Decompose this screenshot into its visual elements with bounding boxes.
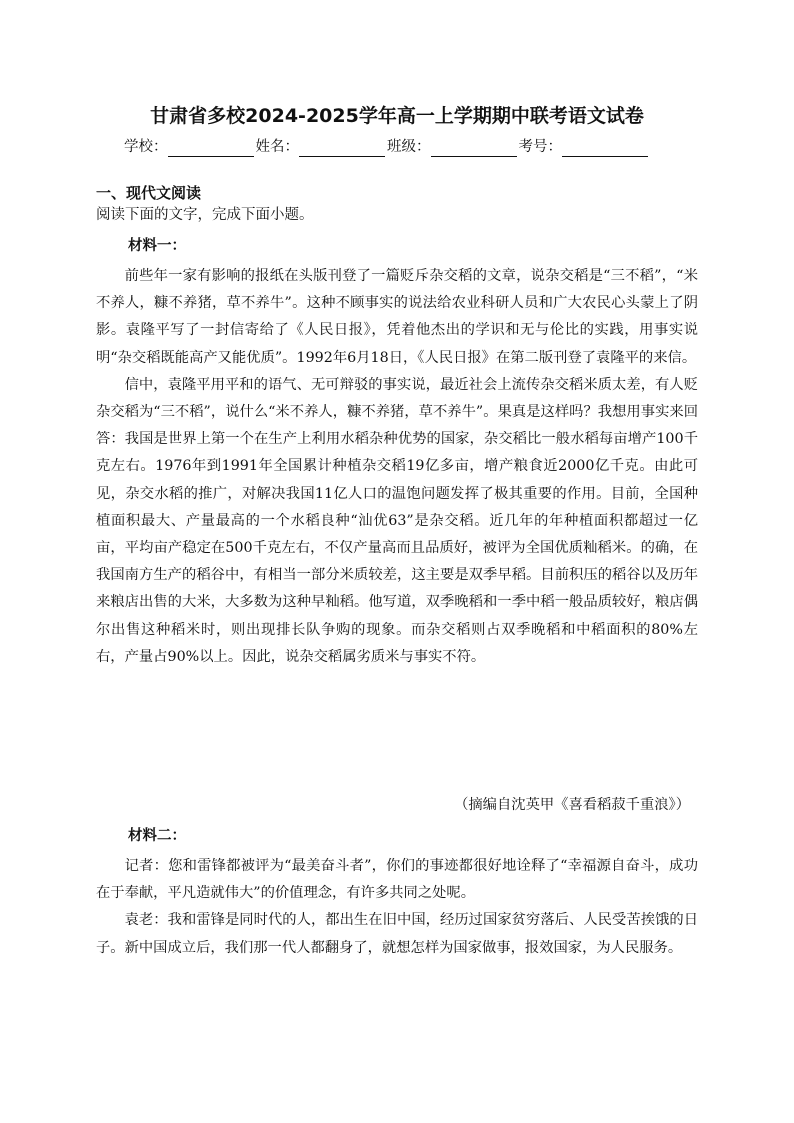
interview-question: 记者：您和雷锋都被评为“最美奋斗者”，你们的事迹都很好地诠释了“幸福源自奋斗，成功在于奉献，平凡造就伟大”的价值理念，有许多共同之处呢。 (96, 858, 698, 902)
document-title: 甘肃省多校2024-2025学年高一上学期期中联考语文试卷 (150, 105, 644, 127)
section-heading: 一、现代文阅读 (96, 184, 202, 202)
material-2-body (96, 853, 698, 962)
school-label: 学校： (124, 139, 168, 155)
material-1-paragraph-1: 前些年一家有影响的报纸在头版刊登了一篇贬斥杂交稻的文章，说杂交稻是“三不稻”，“米不养人，糠不养猪，草不养牛”。这种不顾事实的说法给农业科研人员和广大农民心头蒙上了阴影。袁隆平写了一封信寄给了《人民日报》，凭着他杰出的学识和无与伦比的实践，用事实说明“杂交稻既能高产又能优质”。1992年6月18日，《人民日报》在第二版刊登了袁隆平的来信。 (96, 268, 698, 366)
name-label: 姓名： (255, 139, 299, 155)
name-blank (299, 140, 385, 157)
class-blank (431, 140, 517, 157)
material-1-paragraph-2: 信中，袁隆平用平和的语气、无可辩驳的事实说，最近社会上流传杂交稻米质太差，有人贬杂交稻为“三不稻”，说什么“米不养人，糠不养猪，草不养牛”。果真是这样吗？我想用事实来回答：我国是世界上第一个在生产上利用水稻杂种优势的国家，杂交稻比一般水稻每亩增产100千克左右。1976年到1991年全国累计种植杂交稻19亿多亩，增产粮食近2000亿千克。由此可见，杂交水稻的推广，对解决我国11亿人口的温饱问题发挥了极其重要的作用。目前，全国种植面积最大、产量最高的一个水稻良种“汕优63”是杂交稻。近几年的年种植面积都超过一亿亩，平均亩产稳定在500千克左右，不仅产量高而且品质好，被评为全国优质籼稻米。的确，在我国南方生产的稻谷中，有相当一部分米质较差，这主要是双季早稻。目前积压的稻谷以及历年来粮店出售的大米，大多数为这种早籼稻。他写道，双季晚稻和一季中稻一般品质较好，粮店偶尔出售这种稻米时，则出现排长队争购的现象。而杂交稻则占双季晚稻和中稻面积的80%左右，产量占90%以上。因此，说杂交稻属劣质米与事实不符。 (96, 376, 698, 665)
instruction-text: 阅读下面的文字，完成下面小题。 (96, 207, 314, 223)
material-2-heading: 材料二： (128, 827, 186, 844)
class-label: 班级： (387, 139, 431, 155)
student-info-row (124, 135, 650, 157)
material-1-heading: 材料一： (128, 237, 186, 254)
material-1-body (96, 263, 698, 671)
material-1-source: （摘编自沈英甲《喜看稻菽千重浪》） (454, 797, 690, 813)
exam-number-label: 考号： (518, 139, 562, 155)
school-blank (168, 140, 254, 157)
exam-number-blank (562, 140, 648, 157)
interview-answer: 袁老：我和雷锋是同时代的人，都出生在旧中国，经历过国家贫穷落后、人民受苦挨饿的日子。新中国成立后，我们那一代人都翻身了，就想怎样为国家做事，报效国家，为人民服务。 (96, 912, 698, 956)
